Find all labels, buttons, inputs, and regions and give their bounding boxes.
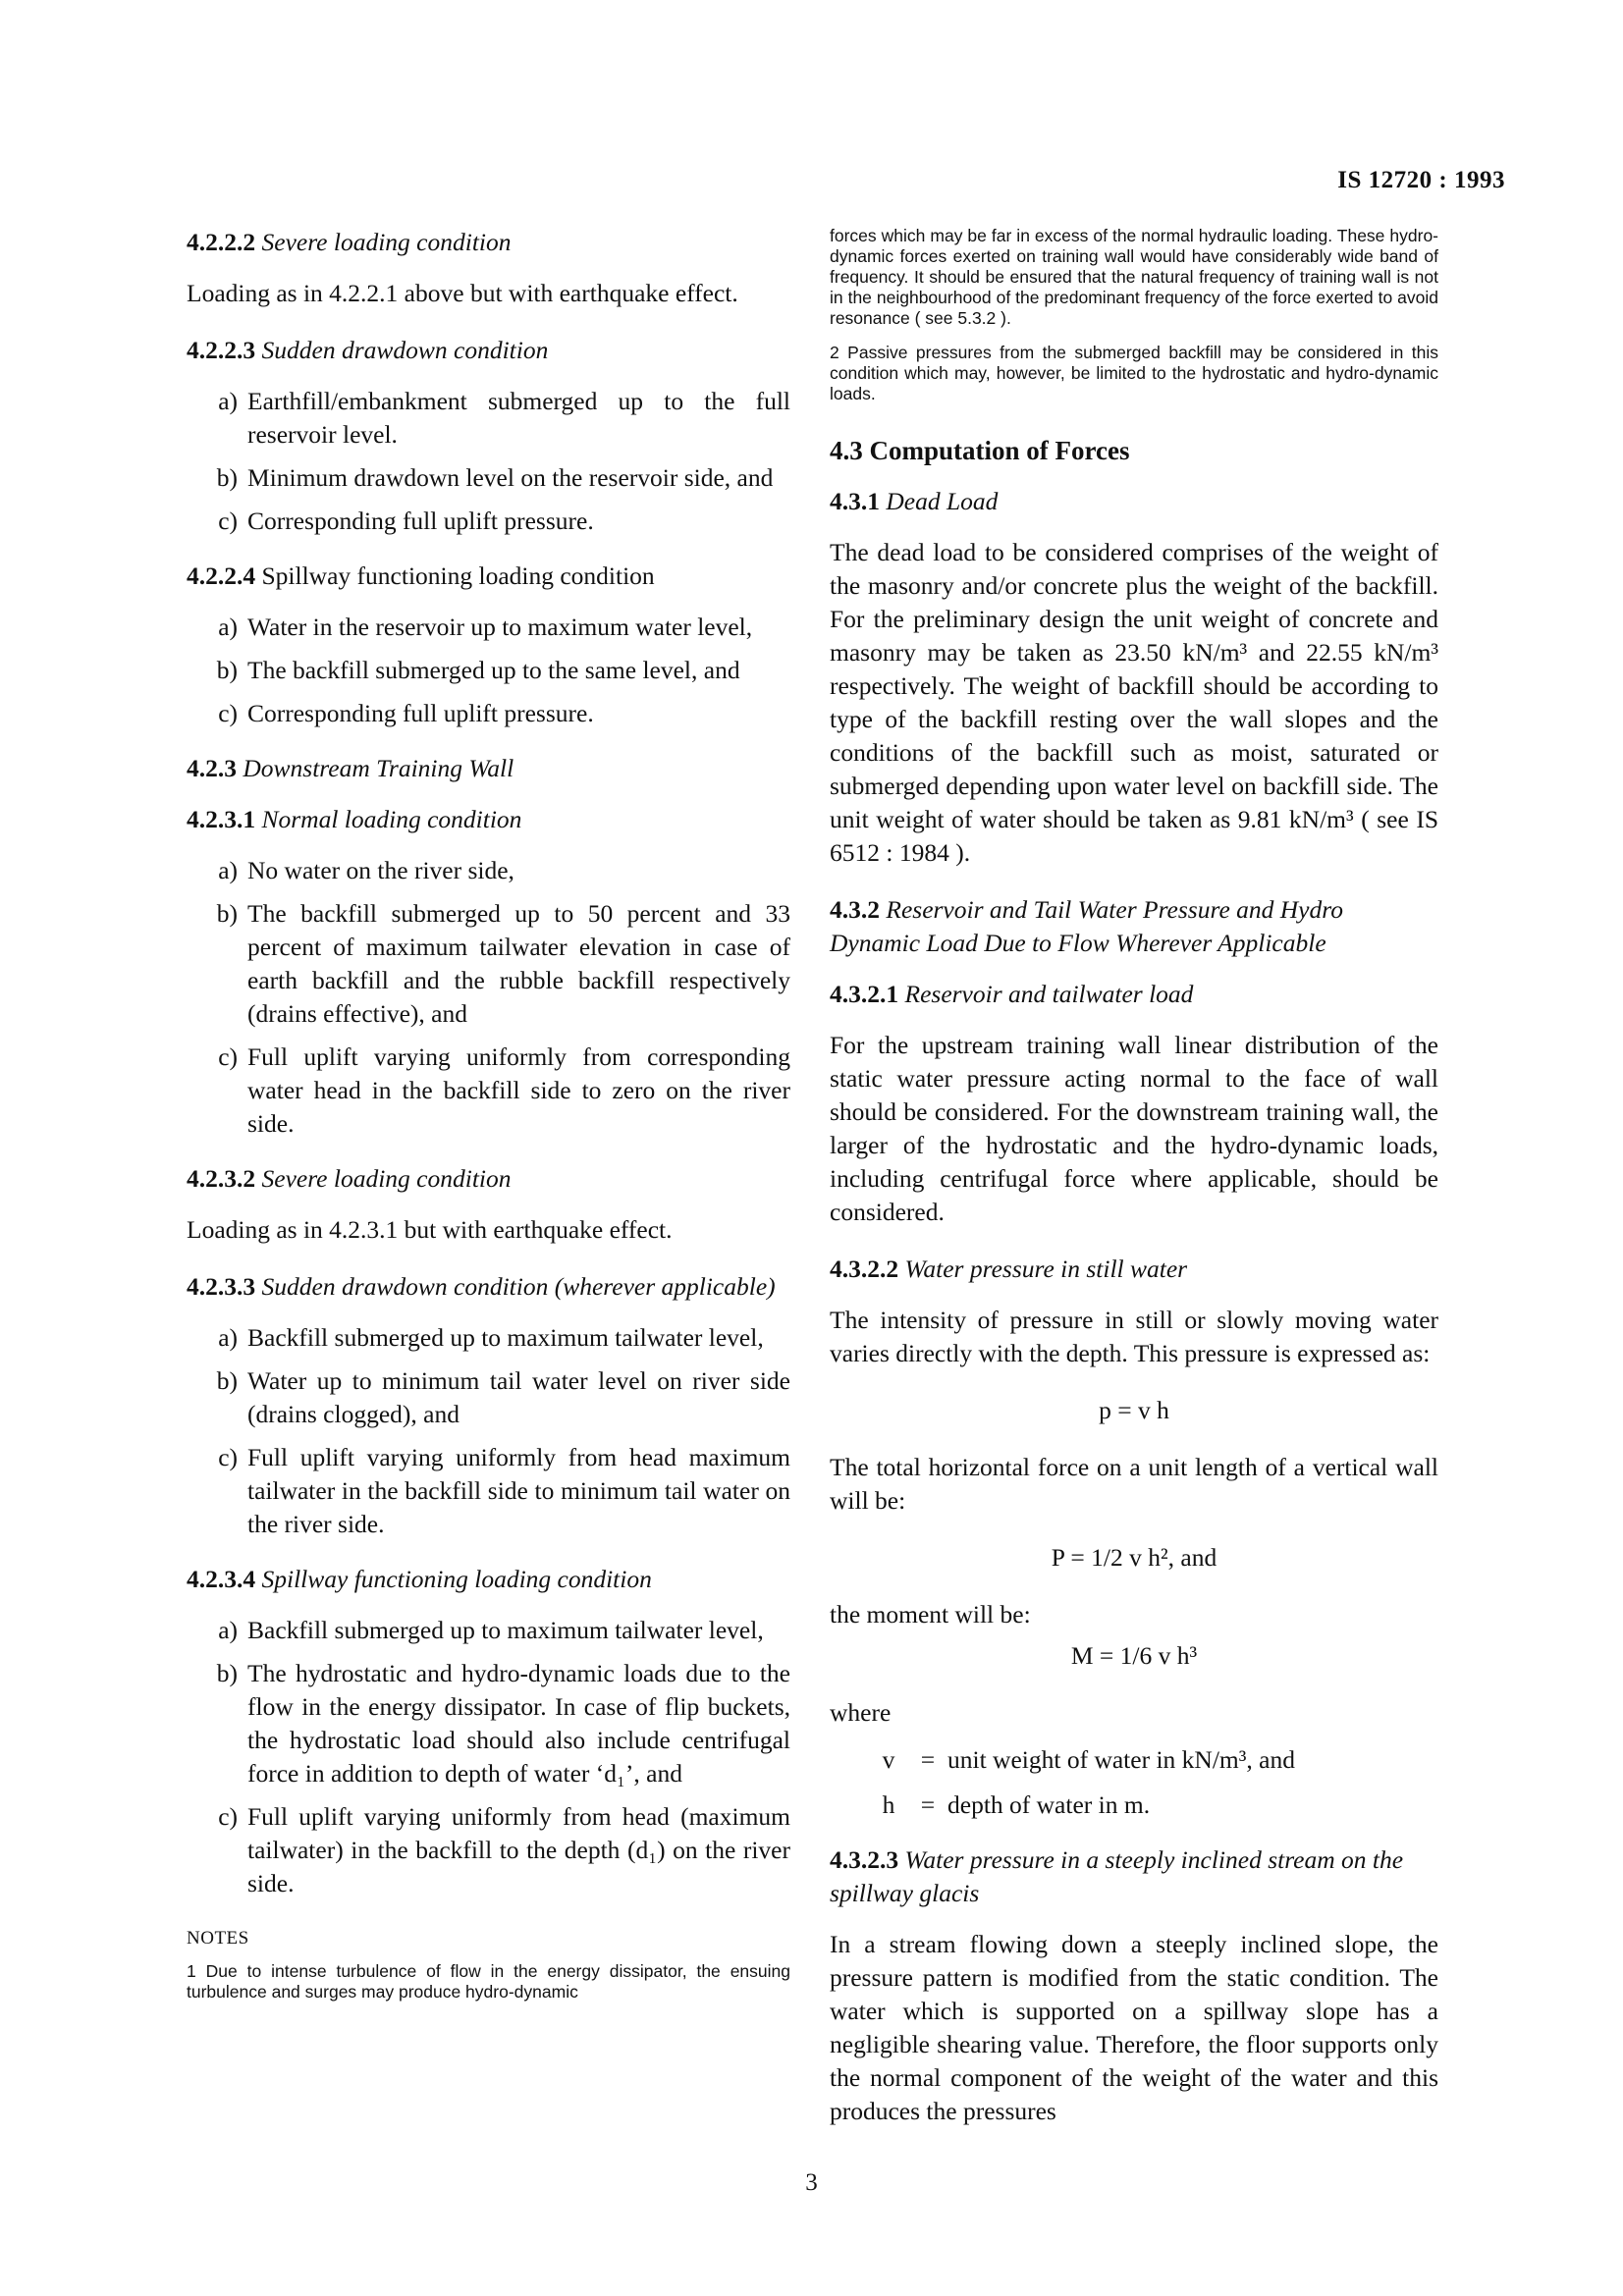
section-heading: 4.3 Computation of Forces bbox=[830, 436, 1130, 465]
paragraph: the moment will be: bbox=[830, 1600, 1031, 1629]
notes-label: NOTES bbox=[187, 1928, 249, 1949]
list-item: a) No water on the river side, bbox=[218, 856, 514, 884]
section-heading: 4.2.2.4 Spillway functioning loading condition bbox=[187, 561, 655, 590]
section-heading: 4.3.2 Reservoir and Tail Water Pressure and Hydro Dynamic Load Due to Flow Wherever Applicable bbox=[830, 895, 1343, 957]
page-number: 3 bbox=[805, 2169, 818, 2196]
formula: p = v h bbox=[1099, 1396, 1169, 1424]
paragraph: The total horizontal force on a unit length of a vertical wall will be: bbox=[830, 1453, 1438, 1515]
variable-definitions bbox=[830, 1743, 1438, 1822]
list-item: b) The backfill submerged up to 50 percent and 33 percent of maximum tailwater elevation in case of earth backfill and the rubble backfill respectively (drains effective), and bbox=[216, 899, 790, 1028]
list bbox=[187, 854, 790, 1141]
standard-code: IS 12720 : 1993 bbox=[1337, 167, 1505, 193]
section-heading: 4.2.2.3 Sudden drawdown condition bbox=[187, 336, 549, 364]
paragraph: The dead load to be considered comprises of the weight of the masonry and/or concrete plus the weight of the backfill. For the preliminary design the unit weight of concrete and masonry may be taken as 23.50 kN/m³ and 22.55 kN/m³ respectively. The weight of backfill should be according to type of the backfill resting over the wall slopes and the conditions of the backfill such as moist, saturated or submerged depending upon water level on backfill side. The unit weight of water should be taken as 9.81 kN/m³ ( see IS 6512 : 1984 ). bbox=[830, 538, 1438, 867]
where-label: where bbox=[830, 1698, 892, 1727]
note-text: 1 Due to intense turbulence of flow in the energy dissipator, the ensuing turbulence and surges may produce hydro-dynamic bbox=[187, 1961, 790, 2002]
formula: M = 1/6 v h³ bbox=[1070, 1641, 1198, 1670]
paragraph: The intensity of pressure in still or slowly moving water varies directly with the depth. This pressure is expressed as: bbox=[830, 1306, 1438, 1367]
paragraph: Loading as in 4.2.3.1 but with earthquake effect. bbox=[187, 1215, 673, 1244]
list-item: c) Full uplift varying uniformly from head maximum tailwater in the backfill side to minimum tail water on the river side. bbox=[218, 1443, 790, 1538]
section-heading: 4.3.2.3 Water pressure in a steeply inclined stream on the spillway glacis bbox=[830, 1845, 1404, 1907]
right-column bbox=[830, 226, 1438, 2152]
note-text: 2 Passive pressures from the submerged backfill may be considered in this condition which may, however, be limited to the hydrostatic and hydro-dynamic loads. bbox=[830, 343, 1438, 403]
list-item: c) Corresponding full uplift pressure. bbox=[218, 507, 594, 535]
list-item: a) Backfill submerged up to maximum tailwater level, bbox=[218, 1323, 764, 1352]
left-column bbox=[187, 226, 790, 2016]
variable-row: v = unit weight of water in kN/m³, and bbox=[882, 1745, 1295, 1774]
paragraph: Loading as in 4.2.2.1 above but with earthquake effect. bbox=[187, 279, 738, 307]
paragraph: In a stream flowing down a steeply inclined slope, the pressure pattern is modified from the static condition. The water which is supported on a spillway slope has a negligible shearing value. Therefore, the floor supports only the normal component of the weight of the water and this produces the pressures bbox=[830, 1930, 1438, 2125]
list-item: b) The backfill submerged up to the same level, and bbox=[216, 656, 740, 684]
list-item: b) The hydrostatic and hydro-dynamic loads due to the flow in the energy dissipator. In case of flip buckets, the hydrostatic load should also include centrifugal force in addition to depth of water ‘d₁’, and bbox=[216, 1659, 790, 1788]
list-item: a) Backfill submerged up to maximum tailwater level, bbox=[218, 1616, 764, 1644]
section-heading: 4.3.2.2 Water pressure in still water bbox=[830, 1255, 1188, 1283]
list-item: c) Full uplift varying uniformly from head (maximum tailwater) in the backfill to the depth (d₁) on the river side. bbox=[218, 1802, 790, 1897]
section-heading: 4.2.3.2 Severe loading condition bbox=[187, 1164, 512, 1193]
note-text: forces which may be far in excess of the normal hydraulic loading. These hydro-dynamic forces exerted on training wall would have considerably wide band of frequency. It should be ensured that the natural frequency of training wall is not in the neighbourhood of the predominant frequency of the force exerted to avoid resonance ( see 5.3.2 ). bbox=[830, 226, 1438, 328]
section-heading: 4.2.3.3 Sudden drawdown condition (wherever applicable) bbox=[187, 1272, 776, 1301]
variable-row: h = depth of water in m. bbox=[882, 1790, 1151, 1819]
paragraph: For the upstream training wall linear distribution of the static water pressure acting normal to the face of wall should be considered. For the downstream training wall, the larger of the hydrostatic and the hydro-dynamic loads, including centrifugal force where applicable, should be considered. bbox=[830, 1031, 1438, 1226]
list-item: b) Minimum drawdown level on the reservoir side, and bbox=[216, 463, 774, 492]
list-item: c) Full uplift varying uniformly from corresponding water head in the backfill side to zero on the river side. bbox=[218, 1042, 790, 1138]
list bbox=[187, 1614, 790, 1900]
section-heading: 4.3.2.1 Reservoir and tailwater load bbox=[830, 980, 1194, 1008]
section-heading: 4.2.3 Downstream Training Wall bbox=[187, 754, 514, 782]
list-item: a) Water in the reservoir up to maximum water level, bbox=[218, 613, 753, 641]
list-item: a) Earthfill/embankment submerged up to the full reservoir level. bbox=[218, 387, 790, 449]
section-heading: 4.2.3.1 Normal loading condition bbox=[187, 805, 522, 833]
list-item: b) Water up to minimum tail water level on river side (drains clogged), and bbox=[216, 1366, 790, 1428]
formula: P = 1/2 v h², and bbox=[1051, 1543, 1217, 1572]
section-heading: 4.2.2.2 Severe loading condition bbox=[187, 228, 512, 256]
list-item: c) Corresponding full uplift pressure. bbox=[218, 699, 594, 727]
section-heading: 4.2.3.4 Spillway functioning loading condition bbox=[187, 1565, 652, 1593]
section-heading: 4.3.1 Dead Load bbox=[830, 487, 999, 515]
list bbox=[187, 1321, 790, 1541]
list bbox=[187, 611, 790, 730]
list bbox=[187, 385, 790, 538]
